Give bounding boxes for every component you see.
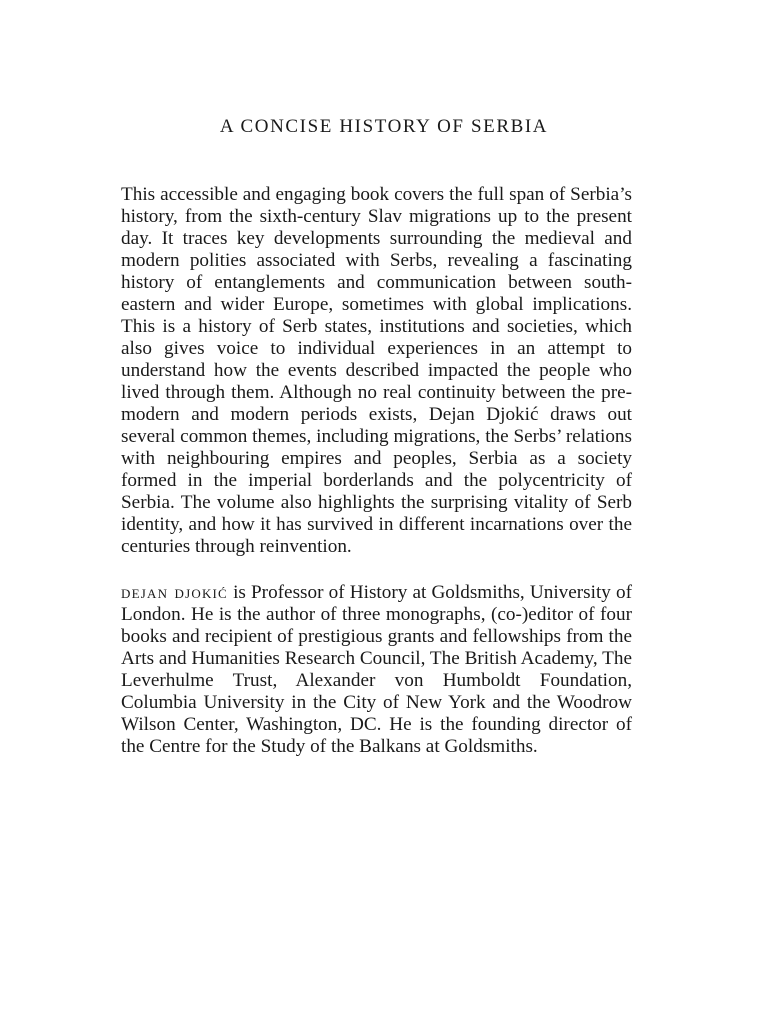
author-name: dejan djokić: [121, 582, 228, 603]
book-description: This accessible and engaging book covers the full span of Serbia’s history, from the sixth-century Slav migrations up to the present day. It traces key developments surrounding the medieval and modern polities associated with Serbs, revealing a fascinating history of entanglements and communication between south-eastern and wider Europe, sometimes with global implications. This is a history of Serb states, institutions and societies, which also gives voice to individual experiences in an attempt to understand how the events described impacted the people who lived through them. Although no real continuity between the pre-modern and modern periods exists, Dejan Djokić draws out several common themes, including migrations, the Serbs’ relations with neighbouring empires and peoples, Serbia as a society formed in the imperial borderlands and the polycentricity of Serbia. The volume also highlights the surprising vitality of Serb identity, and how it has survived in different incarnations over the centuries through reinvention.: [121, 184, 632, 557]
book-title: A CONCISE HISTORY OF SERBIA: [219, 116, 549, 137]
author-bio: is Professor of History at Goldsmiths, University of London. He is the author of three monographs, (co-)editor of four books and recipient of prestigious grants and fellowships from the Arts and Humanities Research Council, The British Academy, The Leverhulme Trust, Alexander von Humboldt Foundation, Columbia University in the City of New York and the Woodrow Wilson Center, Washington, DC. He is the founding director of the Centre for the Study of the Balkans at Goldsmiths.: [121, 582, 632, 757]
author-bio-paragraph: [121, 582, 632, 758]
